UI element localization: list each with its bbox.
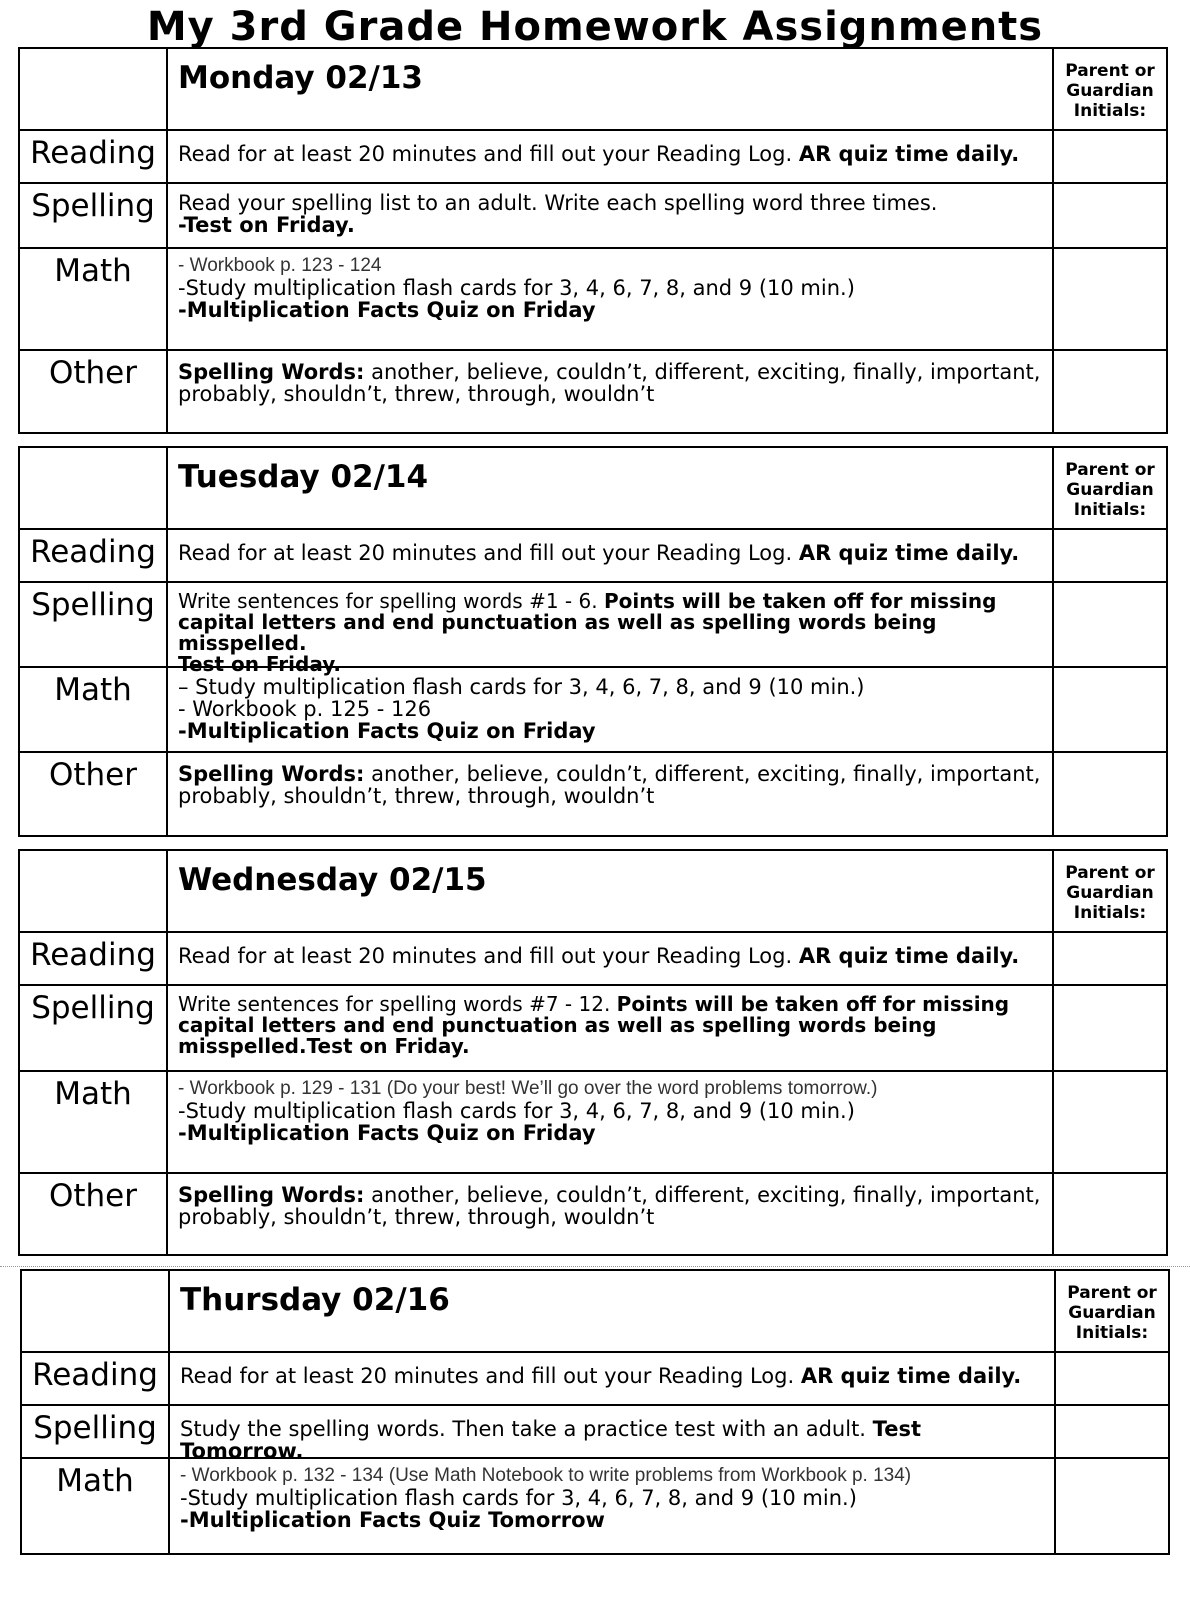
- subject-other: Other: [20, 753, 168, 835]
- subject-spelling: Spelling: [20, 986, 168, 1070]
- initials-cell[interactable]: [1054, 131, 1166, 182]
- day-title: Thursday 02/16: [170, 1271, 1056, 1351]
- parent-initials-header: Parent or Guardian Initials:: [1065, 61, 1155, 121]
- math-task: – Study multiplication flash cards for 3, 4, 6, 7, 8, and 9 (10 min.) - Workbook p. 125 - 126 -Multiplication Facts Quiz on Friday: [168, 668, 1054, 751]
- initials-cell[interactable]: [1054, 753, 1166, 835]
- subject-reading: Reading: [20, 530, 168, 581]
- initials-cell[interactable]: [1054, 1072, 1166, 1172]
- other-task: Spelling Words: another, believe, couldn’t, different, exciting, finally, important, probably, shouldn’t, threw, through, wouldn’t: [168, 753, 1054, 835]
- spelling-task: Write sentences for spelling words #1 - 6. Points will be taken off for missing capital letters and end punctuation as well as spelling words being misspelled. Test on Friday.: [168, 583, 1054, 666]
- subject-math: Math: [22, 1459, 170, 1553]
- initials-cell[interactable]: [1056, 1406, 1168, 1457]
- day-table-monday: [18, 47, 1168, 434]
- initials-cell[interactable]: [1054, 351, 1166, 432]
- subject-spelling: Spelling: [20, 583, 168, 666]
- other-task: Spelling Words: another, believe, couldn’t, different, exciting, finally, important, probably, shouldn’t, threw, through, wouldn’t: [168, 351, 1054, 432]
- spelling-task: Read your spelling list to an adult. Write each spelling word three times. -Test on Friday.: [168, 184, 1054, 247]
- math-task: - Workbook p. 123 - 124 -Study multiplication flash cards for 3, 4, 6, 7, 8, and 9 (10 min.) -Multiplication Facts Quiz on Friday: [168, 249, 1054, 349]
- subject-spelling: Spelling: [20, 184, 168, 247]
- day-table-tuesday: [18, 446, 1168, 837]
- reading-task: Read for at least 20 minutes and fill out your Reading Log. AR quiz time daily.: [168, 933, 1054, 984]
- reading-task: Read for at least 20 minutes and fill out your Reading Log. AR quiz time daily.: [168, 530, 1054, 581]
- subject-math: Math: [20, 1072, 168, 1172]
- other-task: Spelling Words: another, believe, couldn’t, different, exciting, finally, important, probably, shouldn’t, threw, through, wouldn’t: [168, 1174, 1054, 1256]
- initials-cell[interactable]: [1054, 583, 1166, 666]
- subject-spelling: Spelling: [22, 1406, 170, 1457]
- subject-math: Math: [20, 668, 168, 751]
- initials-cell[interactable]: [1054, 933, 1166, 984]
- parent-initials-header: Parent or Guardian Initials:: [1065, 863, 1155, 923]
- day-table-wednesday: [18, 849, 1168, 1256]
- initials-cell[interactable]: [1054, 249, 1166, 349]
- day-title: Tuesday 02/14: [168, 448, 1054, 528]
- reading-task: Read for at least 20 minutes and fill out your Reading Log. AR quiz time daily.: [170, 1353, 1056, 1404]
- parent-initials-header: Parent or Guardian Initials:: [1065, 460, 1155, 520]
- initials-cell[interactable]: [1054, 530, 1166, 581]
- day-title: Wednesday 02/15: [168, 851, 1054, 931]
- subject-reading: Reading: [20, 933, 168, 984]
- subject-reading: Reading: [20, 131, 168, 182]
- parent-initials-header: Parent or Guardian Initials:: [1067, 1283, 1157, 1343]
- page-title: My 3rd Grade Homework Assignments: [146, 4, 1044, 50]
- subject-other: Other: [20, 351, 168, 432]
- subject-reading: Reading: [22, 1353, 170, 1404]
- page-separator: [0, 1266, 1190, 1267]
- reading-task: Read for at least 20 minutes and fill out your Reading Log. AR quiz time daily.: [168, 131, 1054, 182]
- subject-other: Other: [20, 1174, 168, 1256]
- spelling-task: Write sentences for spelling words #7 - 12. Points will be taken off for missing capital letters and end punctuation as well as spelling words being misspelled.Test on Friday.: [168, 986, 1054, 1070]
- initials-cell[interactable]: [1054, 986, 1166, 1070]
- subject-math: Math: [20, 249, 168, 349]
- initials-cell[interactable]: [1054, 1174, 1166, 1256]
- day-title: Monday 02/13: [168, 49, 1054, 129]
- initials-cell[interactable]: [1056, 1459, 1168, 1553]
- math-task: - Workbook p. 129 - 131 (Do your best! We’ll go over the word problems tomorrow.) -Study multiplication flash cards for 3, 4, 6, 7, 8, and 9 (10 min.) -Multiplication Facts Quiz on Friday: [168, 1072, 1054, 1172]
- initials-cell[interactable]: [1054, 668, 1166, 751]
- spelling-task: Study the spelling words. Then take a practice test with an adult. Test Tomorrow.: [170, 1406, 1056, 1457]
- math-task: - Workbook p. 132 - 134 (Use Math Notebook to write problems from Workbook p. 134) -Study multiplication flash cards for 3, 4, 6, 7, 8, and 9 (10 min.) -Multiplication Facts Quiz Tomorrow: [170, 1459, 1056, 1553]
- day-table-thursday: [20, 1269, 1170, 1555]
- initials-cell[interactable]: [1056, 1353, 1168, 1404]
- initials-cell[interactable]: [1054, 184, 1166, 247]
